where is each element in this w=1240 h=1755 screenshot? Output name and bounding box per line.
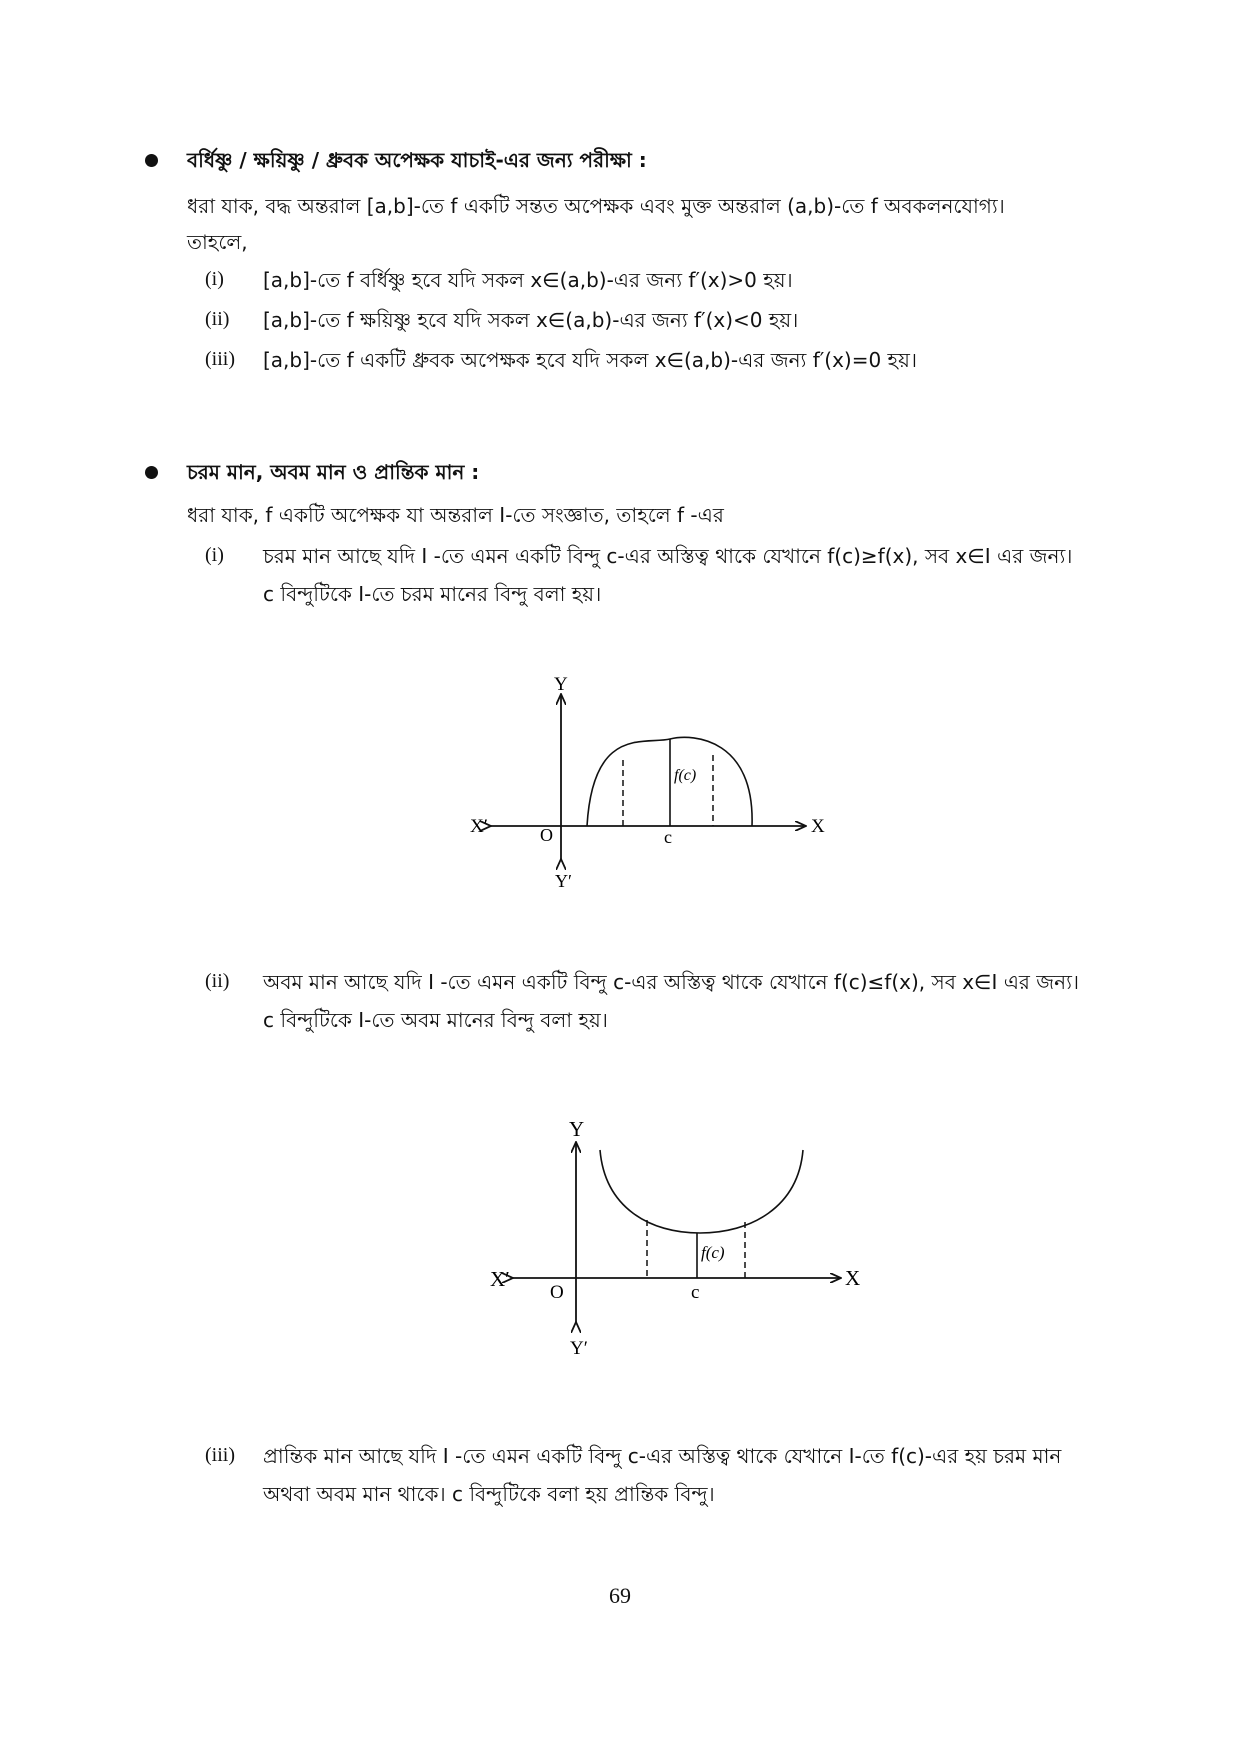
section1-item-1-number: (i) xyxy=(205,268,224,290)
section1-item-3-number: (iii) xyxy=(205,348,235,370)
section2-item-2-line2: c বিন্দুটিকে I-তে অবম মানের বিন্দু বলা হয়। xyxy=(263,1008,608,1032)
section2-item-3-line1: প্রান্তিক মান আছে যদি I -তে এমন একটি বিন্দু c-এর অস্তিত্ব থাকে যেখানে I-তে f(c)-এর হয় চরম মান xyxy=(263,1444,1062,1468)
section2-item-3-number: (iii) xyxy=(205,1444,235,1466)
section2-item-2-line1: অবম মান আছে যদি I -তে এমন একটি বিন্দু c-এর অস্তিত্ব থাকে যেখানে f(c)≤f(x), সব x∈I এর জন্য। xyxy=(263,970,1080,994)
maximum-value-graph xyxy=(470,665,830,905)
point-c-label: c xyxy=(691,1282,700,1303)
y-axis-label: Y xyxy=(554,674,568,695)
x-axis-label: X xyxy=(845,1266,861,1290)
bullet-icon xyxy=(145,154,158,167)
section2-item-1-line1: চরম মান আছে যদি I -তে এমন একটি বিন্দু c-এর অস্তিত্ব থাকে যেখানে f(c)≥f(x), সব x∈I এর জন্য। xyxy=(263,544,1073,568)
page-number: 69 xyxy=(609,1583,631,1608)
y-neg-axis-label: Y′ xyxy=(570,1338,588,1359)
point-c-label: c xyxy=(664,827,672,847)
x-axis-label: X xyxy=(811,816,825,837)
fc-label: f(c) xyxy=(674,767,697,784)
fc-label: f(c) xyxy=(701,1243,725,1262)
bullet-icon xyxy=(145,466,158,479)
section2-heading: চরম মান, অবম মান ও প্রান্তিক মান : xyxy=(187,460,480,484)
section1-item-2-text: [a,b]-তে f ক্ষয়িষ্ণু হবে যদি সকল x∈(a,b)-এর জন্য f′(x)<0 হয়। xyxy=(263,308,799,332)
section2-item-2-number: (ii) xyxy=(205,970,230,992)
y-neg-axis-label: Y′ xyxy=(555,871,572,891)
section1-intro-line1: ধরা যাক, বদ্ধ অন্তরাল [a,b]-তে f একটি সন্তত অপেক্ষক এবং মুক্ত অন্তরাল (a,b)-তে f অবকলনযোগ্য। xyxy=(187,194,1005,218)
origin-label: O xyxy=(540,825,553,845)
section2-intro: ধরা যাক, f একটি অপেক্ষক যা অন্তরাল I-তে সংজ্ঞাত, তাহলে f -এর xyxy=(187,503,724,527)
curve xyxy=(600,1150,803,1233)
section2-item-3-line2: অথবা অবম মান থাকে। c বিন্দুটিকে বলা হয় প্রান্তিক বিন্দু। xyxy=(263,1482,715,1506)
origin-label: O xyxy=(550,1282,564,1303)
section1-item-1-text: [a,b]-তে f বর্ধিষ্ণু হবে যদি সকল x∈(a,b)-এর জন্য f′(x)>0 হয়। xyxy=(263,268,793,292)
y-axis-label: Y xyxy=(569,1117,585,1141)
x-neg-axis-label: X′ xyxy=(470,816,488,837)
section1-intro-line2: তাহলে, xyxy=(187,230,248,254)
section2-item-1-line2: c বিন্দুটিকে I-তে চরম মানের বিন্দু বলা হয়। xyxy=(263,582,602,606)
minimum-value-graph xyxy=(480,1108,870,1368)
x-neg-axis-label: X′ xyxy=(490,1267,510,1291)
section1-heading: বর্ধিষ্ণু / ক্ষয়িষ্ণু / ধ্রুবক অপেক্ষক যাচাই-এর জন্য পরীক্ষা : xyxy=(187,148,647,172)
section2-item-1-number: (i) xyxy=(205,544,224,566)
section1-item-2-number: (ii) xyxy=(205,308,230,330)
section1-item-3-text: [a,b]-তে f একটি ধ্রুবক অপেক্ষক হবে যদি সকল x∈(a,b)-এর জন্য f′(x)=0 হয়। xyxy=(263,348,918,372)
